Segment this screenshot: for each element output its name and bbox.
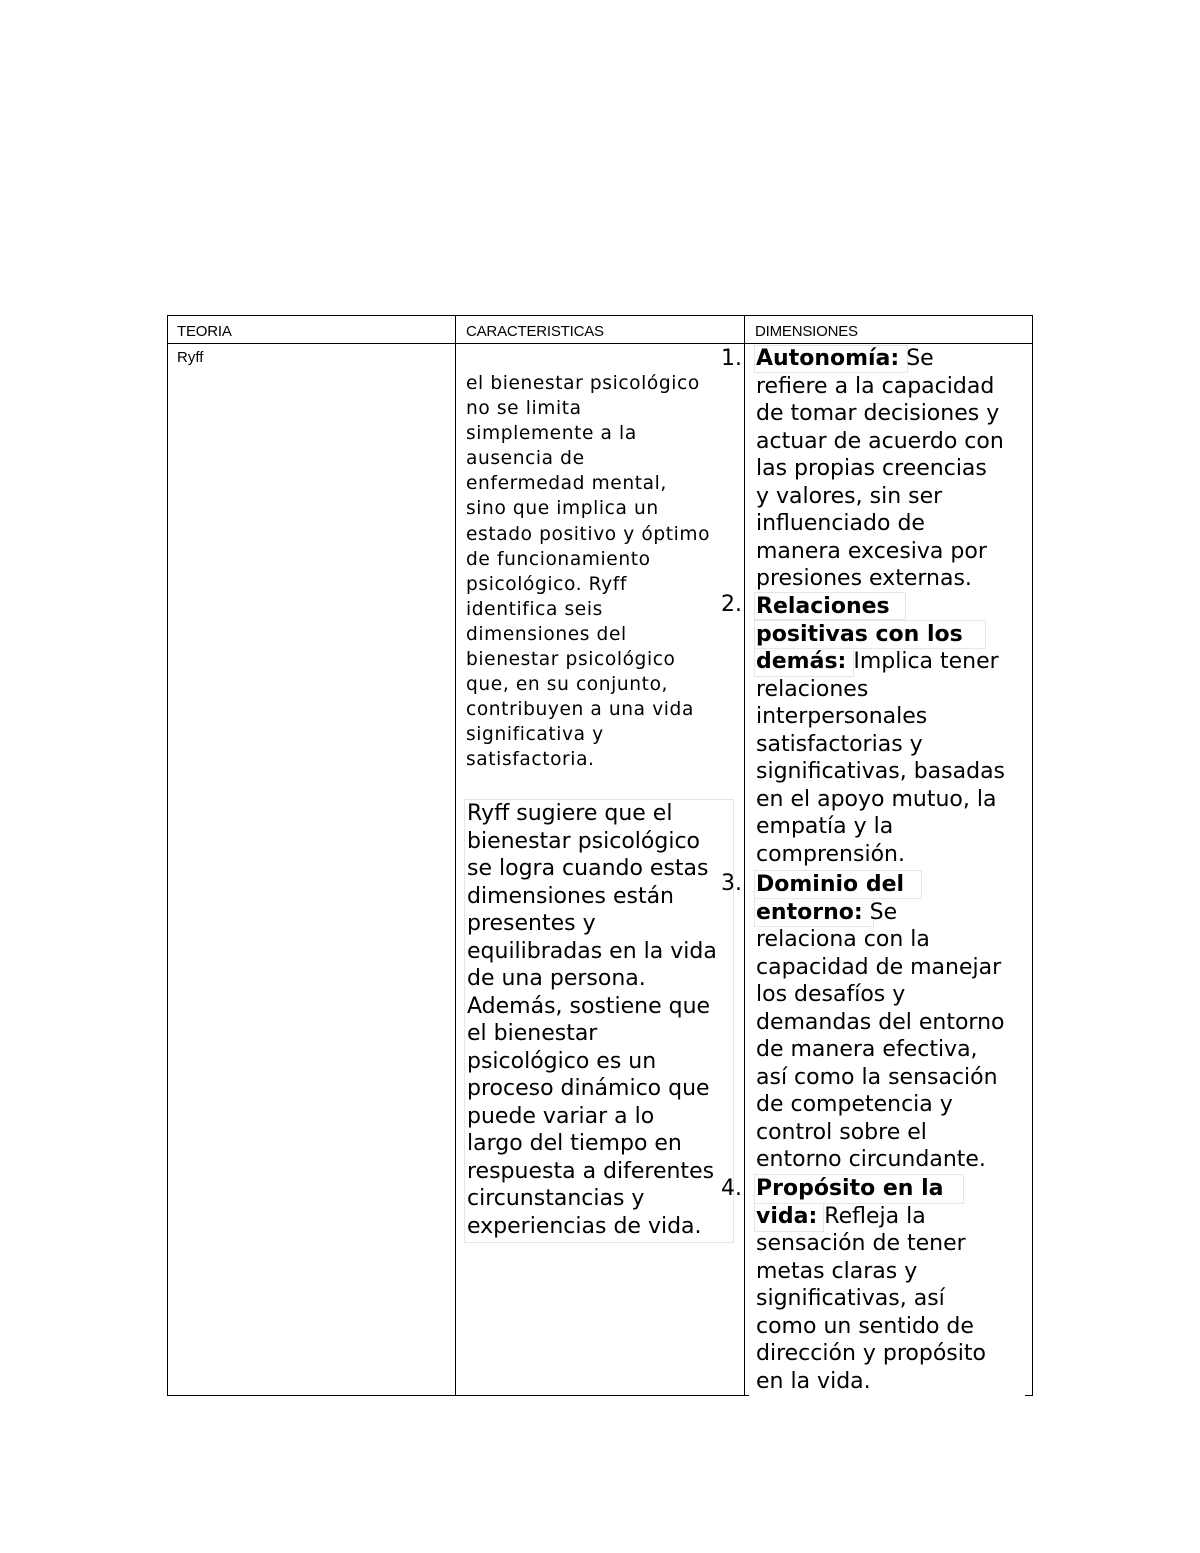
- header-dimensiones: DIMENSIONES: [755, 323, 858, 340]
- list-number: 1.: [721, 346, 742, 371]
- table-top-border: [167, 315, 1033, 316]
- header-caracteristicas: CARACTERISTICAS: [466, 323, 604, 340]
- table-left-border: [167, 315, 168, 1396]
- dimension-description: Refleja la sensación de tener metas claras y significativas, así como un sentido de dirección y propósito en la vida.: [756, 1203, 986, 1394]
- dimension-item-dominio: [756, 871, 1031, 1174]
- header-bottom-border: [167, 343, 1033, 344]
- header-teoria: TEORIA: [177, 323, 232, 340]
- dimension-term: Dominio del entorno:: [756, 872, 905, 925]
- theory-name: Ryff: [177, 349, 204, 366]
- characteristics-paragraph-2: Ryff sugiere que el bienestar psicológico se logra cuando estas dimensiones están presentes y equilibradas en la vida de una persona. Además, sostiene que el bienestar psicológico es un proceso dinámico que puede variar a lo largo del tiempo en respuesta a diferentes circunstancias y experiencias de vida.: [467, 801, 717, 1239]
- dimension-description: Se relaciona con la capacidad de manejar los desafíos y demandas del entorno de manera efectiva, así como la sensación de competencia y control sobre el entorno circundante.: [756, 899, 1005, 1172]
- document-table: [167, 315, 1033, 1396]
- dimension-item-autonomia: [756, 345, 1031, 593]
- table-right-border: [1032, 315, 1033, 1396]
- dimension-item-relaciones: [756, 593, 1031, 868]
- dimension-description: Implica tener relaciones interpersonales satisfactorias y significativas, basadas en el apoyo mutuo, la empatía y la comprensión.: [756, 649, 1006, 867]
- list-number: 2.: [721, 592, 742, 617]
- list-number: 3.: [721, 871, 742, 896]
- dimension-item-proposito: [756, 1175, 1031, 1395]
- characteristics-paragraph-1: el bienestar psicológico no se limita simplemente a la ausencia de enfermedad mental, sino que implica un estado positivo y óptimo de funcionamiento psicológico. Ryff identifica seis dimensiones del bienestar psicológico que, en su conjunto, contribuyen a una vida significativa y satisfactoria.: [466, 373, 711, 771]
- column-divider-1: [455, 315, 456, 1396]
- table-bottom-border: [167, 1395, 749, 1396]
- list-number: 4.: [721, 1176, 742, 1201]
- dimension-term: Relaciones positivas con los demás:: [756, 594, 963, 674]
- dimension-description: Se refiere a la capacidad de tomar decisiones y actuar de acuerdo con las propias creencias y valores, sin ser influenciado de manera excesiva por presiones externas.: [756, 346, 1004, 591]
- dimension-term: Propósito en la vida:: [756, 1176, 944, 1229]
- dimension-term: Autonomía:: [756, 346, 900, 371]
